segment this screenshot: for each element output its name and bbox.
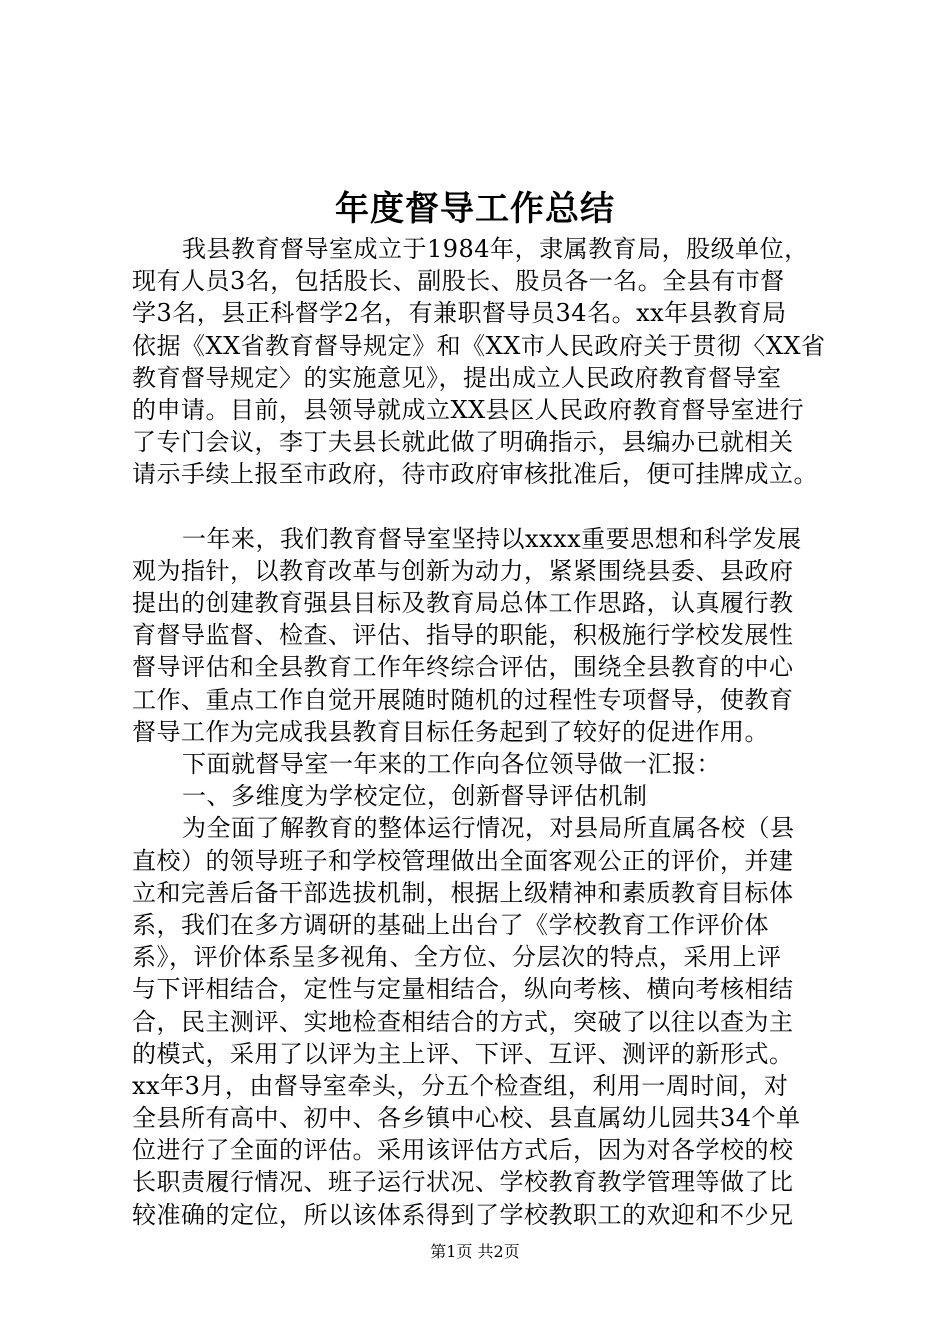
paragraph-line: 的申请。目前，县领导就成立XX县区人民政府教育督导室进行: [132, 395, 805, 424]
paragraph-line: 为全面了解教育的整体运行情况，对县局所直属各校（县: [182, 814, 795, 843]
paragraph-line: 育督导监督、检查、评估、指导的职能，积极施行学校发展性: [132, 621, 794, 650]
page-number-footer: 第1页 共2页: [430, 1242, 520, 1261]
paragraph-line: 现有人员3名，包括股长、副股长、股员各一名。全县有市督: [132, 267, 785, 296]
paragraph-line: 教育督导规定〉的实施意见》，提出成立人民政府教育督导室: [132, 363, 782, 392]
paragraph-line: 工作、重点工作自觉开展随时随机的过程性专项督导，使教育: [132, 685, 794, 714]
paragraph-line: 下面就督导室一年来的工作向各位领导做一汇报：: [182, 750, 721, 778]
section-heading: 一、多维度为学校定位，创新督导评估机制: [182, 782, 648, 811]
paragraph-line: 合，民主测评、实地检查相结合的方式，突破了以往以查为主: [132, 1007, 794, 1036]
document-title: 年度督导工作总结: [335, 189, 615, 229]
paragraph-line: 系》，评价体系呈多视角、全方位、分层次的特点，采用上评: [132, 943, 782, 972]
paragraph-line: 长职责履行情况、班子运行状况、学校教育教学管理等做了比: [132, 1168, 794, 1197]
paragraph-line: 位进行了全面的评估。采用该评估方式后，因为对各学校的校: [132, 1136, 794, 1165]
paragraph-line: 督导工作为完成我县教育目标任务起到了较好的促进作用。: [132, 717, 769, 746]
paragraph-line: 观为指针，以教育改革与创新为动力，紧紧围绕县委、县政府: [132, 556, 794, 585]
paragraph-line: xx年3月，由督导室牵头，分五个检查组，利用一周时间，对: [132, 1071, 789, 1100]
paragraph-line: 一年来，我们教育督导室坚持以xxxx重要思想和科学发展: [182, 524, 802, 553]
paragraph-line: 系，我们在多方调研的基础上出台了《学校教育工作评价体: [132, 910, 769, 939]
paragraph-line: 直校）的领导班子和学校管理做出全面客观公正的评价，并建: [132, 846, 794, 875]
paragraph-line: 全县所有高中、初中、各乡镇中心校、县直属幼儿园共34个单: [132, 1104, 801, 1133]
paragraph-line: 了专门会议，李丁夫县长就此做了明确指示，县编办已就相关: [132, 428, 794, 457]
paragraph-line: 督导评估和全县教育工作年终综合评估，围绕全县教育的中心: [132, 653, 794, 682]
paragraph-line: 依据《XX省教育督导规定》和《XX市人民政府关于贯彻〈XX省: [132, 331, 826, 360]
paragraph-line: 请示手续上报至市政府，待市政府审核批准后，便可挂牌成立。: [132, 460, 818, 489]
paragraph-line: 我县教育督导室成立于1984年，隶属教育局，股级单位，: [182, 235, 809, 263]
document-body: [132, 233, 847, 1231]
paragraph-line: 的模式，采用了以评为主上评、下评、互评、测评的新形式。: [132, 1039, 794, 1068]
paragraph-spacer: [132, 491, 847, 523]
paragraph-line: 学3名，县正科督学2名，有兼职督导员34名。xx年县教育局: [132, 299, 787, 328]
paragraph-line: 立和完善后备干部选拔机制，根据上级精神和素质教育目标体: [132, 878, 794, 907]
paragraph-line: 与下评相结合，定性与定量相结合，纵向考核、横向考核相结: [132, 975, 794, 1004]
paragraph-line: 提出的创建教育强县目标及教育局总体工作思路，认真履行教: [132, 589, 794, 618]
paragraph-line: 较准确的定位，所以该体系得到了学校教职工的欢迎和不少兄: [132, 1200, 794, 1229]
